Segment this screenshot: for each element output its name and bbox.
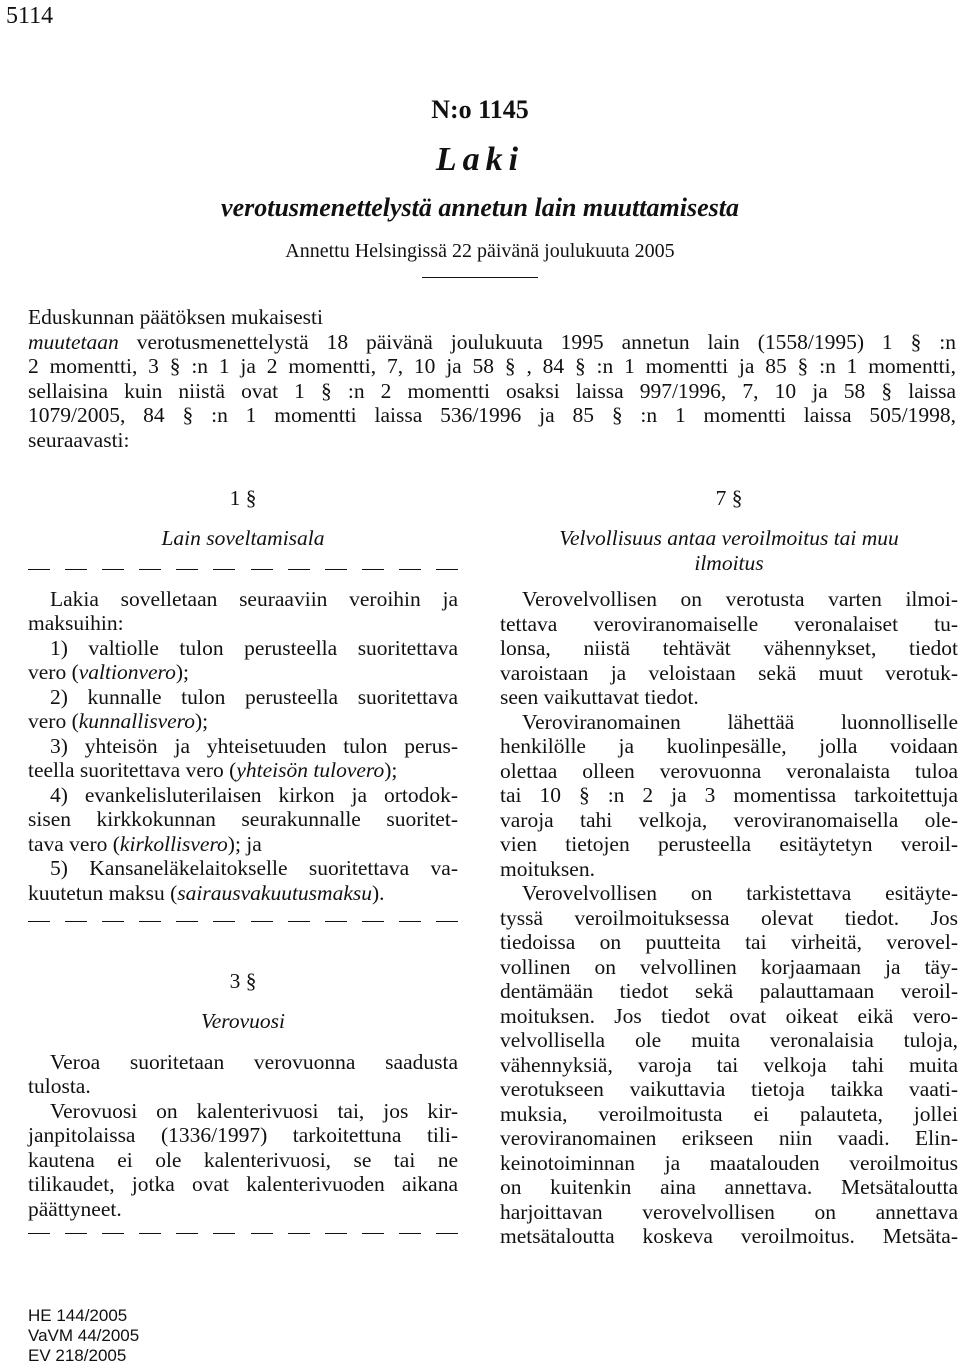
section-3-heading: Verovuosi bbox=[201, 1009, 285, 1033]
dash bbox=[399, 1233, 421, 1234]
page-number: 5114 bbox=[6, 3, 54, 29]
section-7-heading-line: Velvollisuus antaa veroilmoitus tai muu bbox=[559, 526, 899, 550]
text-line: varoistaan ja veloistaan sekä muut verotuk- bbox=[500, 660, 958, 685]
text-line: velvollisella ole muita veronalaisia tuloja, bbox=[500, 1028, 958, 1052]
dash bbox=[399, 921, 421, 922]
dash bbox=[65, 1233, 87, 1234]
dash bbox=[288, 569, 310, 570]
intro-line: muutetaan verotusmenettelystä 18 päivänä joulukuuta 1995 annetun lain (1558/1995) 1 § :n bbox=[28, 329, 956, 354]
section-3-number: 3 § bbox=[229, 969, 257, 993]
text-line: 2) kunnalle tulon perusteella suoritettava bbox=[50, 684, 458, 709]
left-column bbox=[28, 480, 458, 1245]
dash bbox=[213, 569, 235, 570]
dash bbox=[325, 921, 347, 922]
text-line: kautena ei ole kalenterivuosi, se tai ne bbox=[28, 1147, 458, 1172]
dash bbox=[176, 921, 198, 922]
title-divider bbox=[422, 277, 538, 278]
section-7-body bbox=[500, 587, 958, 1249]
text-line: seen vaikuttavat tiedot. bbox=[500, 685, 699, 709]
text-line: Verovuosi on kalenterivuosi tai, jos kir- bbox=[50, 1098, 458, 1123]
dash bbox=[139, 921, 161, 922]
footnote-he: HE 144/2005 bbox=[28, 1306, 128, 1325]
text-line: henkilölle ja kuolinpesälle, jolla voidaan bbox=[500, 734, 958, 758]
text-line: Lakia sovelletaan seuraaviin veroihin ja bbox=[50, 586, 458, 611]
intro-line: 2 momentti, 3 § :n 1 ja 2 momentti, 7, 10 ja 58 § , 84 § :n 1 momentti ja 85 § :n 1 momentti, bbox=[28, 354, 956, 378]
text-line: keinotoiminnan ja maatalouden veroilmoitus bbox=[500, 1150, 958, 1175]
text-line: olettaa olleen verovuonna veronalaista tuloa bbox=[500, 758, 958, 783]
text-line: tyssä veroilmoituksessa olevat tiedot. Jos bbox=[500, 905, 958, 930]
intro-line: Eduskunnan päätöksen mukaisesti bbox=[28, 305, 323, 329]
text-line: moituksen. bbox=[500, 856, 595, 881]
dash bbox=[176, 569, 198, 570]
section-7-heading-line: ilmoitus bbox=[694, 550, 764, 575]
text-line: tava vero (kirkollisvero); ja bbox=[28, 831, 262, 856]
dash bbox=[139, 1233, 161, 1234]
dash bbox=[65, 569, 87, 570]
dash bbox=[65, 921, 87, 922]
text-line: metsätaloutta koskeva veroilmoitus. Metsäta- bbox=[500, 1224, 958, 1248]
text-line: muksia, veroilmoitusta ei palauteta, jollei bbox=[500, 1101, 958, 1126]
text-line: Veroviranomainen lähettää luonnolliselle bbox=[522, 709, 958, 734]
dash bbox=[139, 569, 161, 570]
enacting-clause bbox=[28, 305, 956, 452]
text-line: harjoittavan verovelvollisen on annettava bbox=[500, 1199, 958, 1224]
footnotes bbox=[28, 1306, 139, 1366]
text-line: Verovelvollisen on verotusta varten ilmoi- bbox=[522, 587, 958, 611]
omission-dashes bbox=[28, 909, 458, 933]
right-column bbox=[500, 480, 958, 1249]
text-line: tettava veroviranomaiselle veronalaiset tu- bbox=[500, 611, 958, 636]
dash bbox=[436, 569, 458, 570]
dash bbox=[28, 1233, 50, 1234]
text-line: Veroa suoritetaan verovuonna saadusta bbox=[50, 1049, 458, 1074]
dash bbox=[288, 1233, 310, 1234]
dash bbox=[102, 569, 124, 570]
text-line: dentämään tiedot sekä palauttamaan veroil- bbox=[500, 979, 958, 1003]
dash bbox=[28, 569, 50, 570]
text-line: lonsa, niistä tehtävät vähennykset, tiedot bbox=[500, 636, 958, 660]
text-line: tulosta. bbox=[28, 1074, 91, 1098]
text-line: verotukseen vaikuttavia tietoja taikka vaati- bbox=[500, 1077, 958, 1101]
text-line: moituksen. Jos tiedot ovat oikeat eikä vero- bbox=[500, 1003, 958, 1028]
dash bbox=[362, 921, 384, 922]
text-line: kuutetun maksu (sairausvakuutusmaksu). bbox=[28, 880, 385, 905]
section-7-number: 7 § bbox=[715, 486, 743, 510]
text-line: vähennyksiä, varoja tai velkoja tahi muita bbox=[500, 1052, 958, 1077]
text-line: varoja tahi velkoja, veroviranomaisella ole- bbox=[500, 807, 958, 832]
text-line: tilikaudet, jotka ovat kalenterivuoden aikana bbox=[28, 1172, 458, 1196]
text-line: vollinen on velvollinen korjaamaan ja täy- bbox=[500, 954, 958, 979]
dash bbox=[288, 921, 310, 922]
section-3-body bbox=[28, 1050, 458, 1222]
section-1-heading: Lain soveltamisala bbox=[161, 526, 325, 550]
dash bbox=[436, 1233, 458, 1234]
dash bbox=[102, 1233, 124, 1234]
text-line: vero (kunnallisvero); bbox=[28, 709, 209, 733]
given-date: Annettu Helsingissä 22 päivänä joulukuuta 2005 bbox=[285, 240, 675, 262]
law-subtitle: verotusmenettelystä annetun lain muuttamisesta bbox=[221, 193, 739, 222]
intro-line: sellaisina kuin niistä ovat 1 § :n 2 momentti osaksi laissa 997/1996, 7, 10 ja 58 § laissa bbox=[28, 378, 956, 403]
text-line: on kuitenkin aina annettava. Metsätaloutta bbox=[500, 1175, 958, 1199]
dash bbox=[251, 921, 273, 922]
intro-line: seuraavasti: bbox=[28, 427, 130, 452]
dash bbox=[213, 921, 235, 922]
text-line: Verovelvollisen on tarkistettava esitäyte- bbox=[522, 881, 958, 905]
text-line: teella suoritettava vero (yhteisön tulovero); bbox=[28, 758, 398, 782]
dash bbox=[362, 569, 384, 570]
dash bbox=[102, 921, 124, 922]
law-title: Laki bbox=[435, 141, 525, 178]
dash bbox=[28, 921, 50, 922]
text-line: 4) evankelisluterilaisen kirkon ja ortodok- bbox=[50, 782, 458, 807]
omission-dashes bbox=[28, 1221, 458, 1245]
intro-line: 1079/2005, 84 § :n 1 momentti laissa 536/1996 ja 85 § :n 1 momentti laissa 505/1998, bbox=[28, 403, 956, 427]
dash bbox=[362, 1233, 384, 1234]
text-line: vien tietojen perusteella esitäytetyn veroil- bbox=[500, 832, 958, 856]
dash bbox=[251, 1233, 273, 1234]
text-line: vero (valtionvero); bbox=[28, 660, 190, 684]
omission-dashes bbox=[28, 557, 458, 581]
statute-number: N:o 1145 bbox=[431, 95, 529, 124]
text-line: päättyneet. bbox=[28, 1196, 122, 1221]
section-1-body bbox=[28, 587, 458, 906]
dash bbox=[436, 921, 458, 922]
text-line: janpitolaissa (1336/1997) tarkoitettuna tili- bbox=[28, 1123, 458, 1147]
text-line: 5) Kansaneläkelaitokselle suoritettava va- bbox=[50, 856, 458, 880]
section-1-number: 1 § bbox=[229, 486, 257, 510]
dash bbox=[251, 569, 273, 570]
text-line: tai 10 § :n 2 ja 3 momentissa tarkoitettuja bbox=[500, 783, 958, 807]
text-line: 1) valtiolle tulon perusteella suoritettava bbox=[50, 635, 458, 660]
dash bbox=[176, 1233, 198, 1234]
dash bbox=[399, 569, 421, 570]
dash bbox=[325, 1233, 347, 1234]
footnote-vavm: VaVM 44/2005 bbox=[28, 1326, 140, 1345]
text-line: 3) yhteisön ja yhteisetuuden tulon perus- bbox=[50, 733, 458, 758]
text-line: veroviranomainen erikseen niin vaadi. Elin- bbox=[500, 1126, 958, 1150]
dash bbox=[325, 569, 347, 570]
text-line: tiedoissa on puutteita tai virheitä, verovel- bbox=[500, 930, 958, 954]
text-line: sisen kirkkokunnan seurakunnalle suoritet- bbox=[28, 807, 458, 831]
dash bbox=[213, 1233, 235, 1234]
footnote-ev: EV 218/2005 bbox=[28, 1346, 127, 1365]
text-line: maksuihin: bbox=[28, 611, 124, 635]
